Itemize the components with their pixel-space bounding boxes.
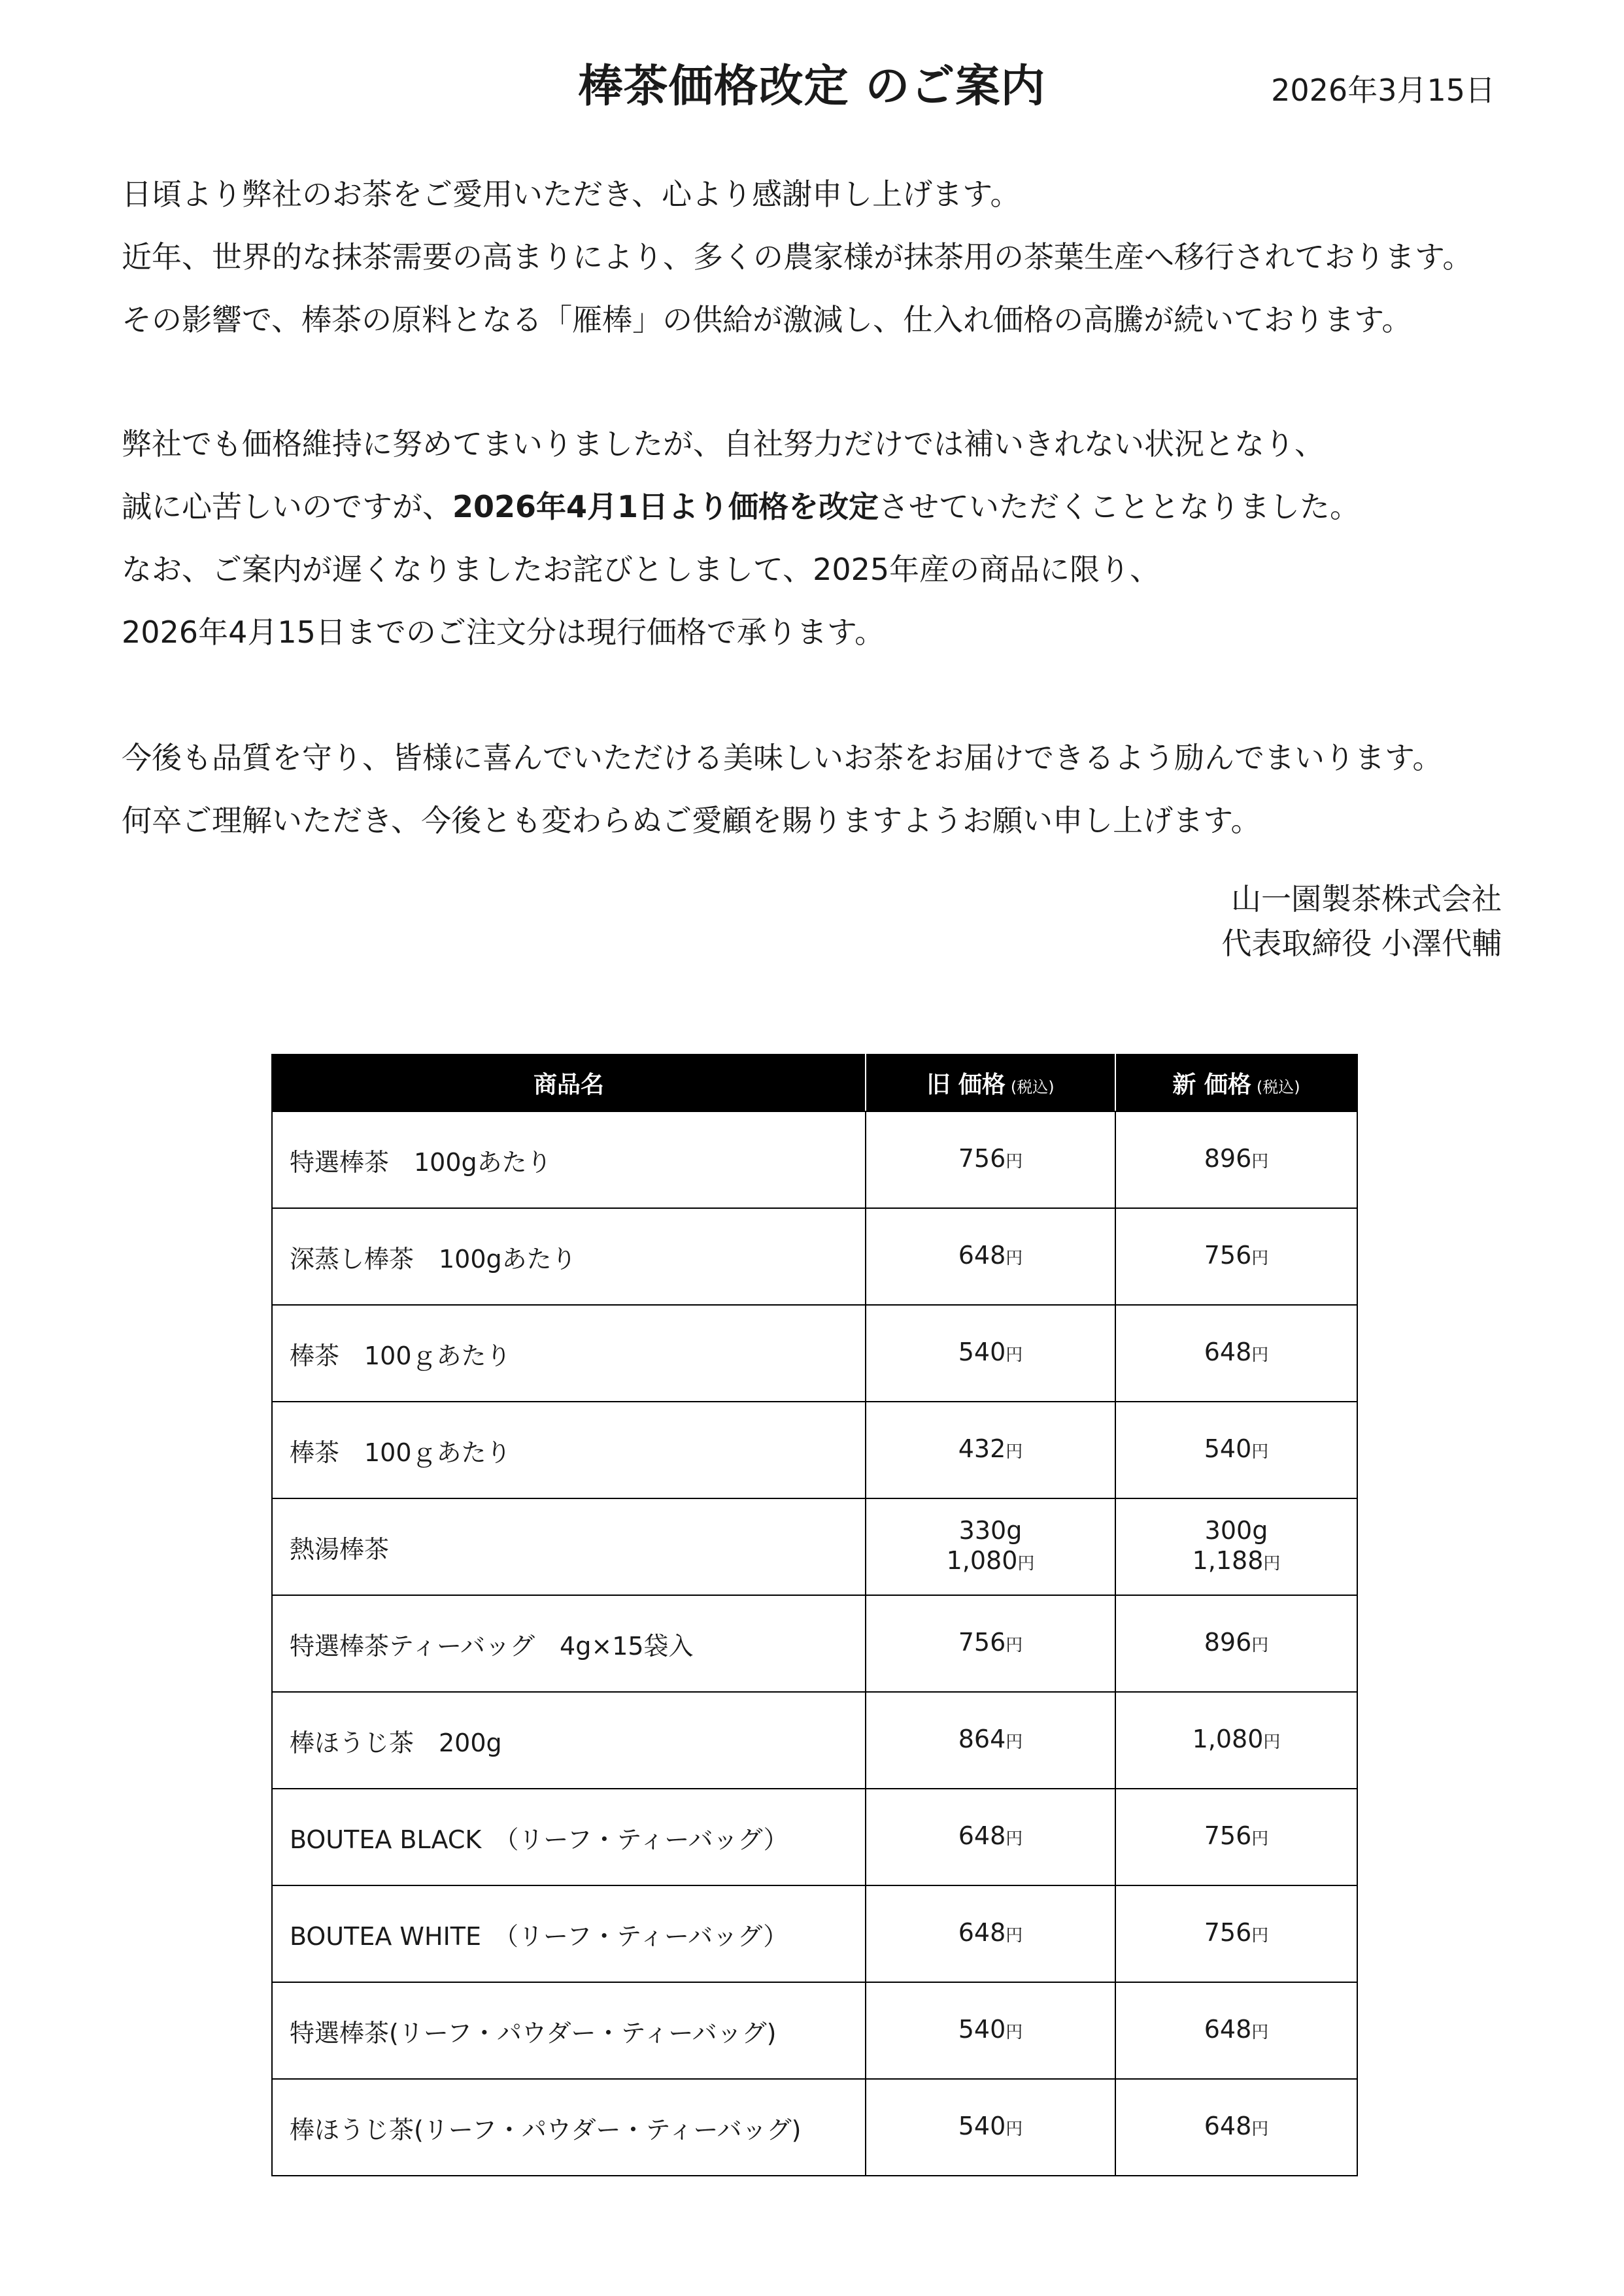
table-row [272, 1692, 1357, 1789]
yen-unit: 円 [1263, 1553, 1281, 1574]
new-price-cell [1115, 1305, 1357, 1402]
yen-unit: 円 [1017, 1553, 1035, 1574]
table-row [272, 1111, 1357, 1208]
new-price-value: 648 [1204, 2014, 1252, 2044]
new-price-value: 1,188 [1192, 1545, 1264, 1575]
table-row [272, 1208, 1357, 1305]
new-price-cell [1115, 1595, 1357, 1692]
new-price-cell [1115, 1111, 1357, 1208]
tax-included-note: (税込) [1010, 1078, 1055, 1096]
table-row [272, 1305, 1357, 1402]
new-price-cell [1115, 1982, 1357, 2079]
yen-unit: 円 [1006, 2119, 1023, 2139]
yen-unit: 円 [1251, 1925, 1269, 1946]
new-price-cell [1115, 1885, 1357, 1982]
product-name-cell: 棒茶 100ｇあたり [272, 1305, 866, 1402]
yen-unit: 円 [1251, 1345, 1269, 1365]
new-price-cell [1115, 1692, 1357, 1789]
yen-unit: 円 [1006, 1732, 1023, 1752]
table-row [272, 1982, 1357, 2079]
yen-unit: 円 [1006, 1925, 1023, 1946]
text-segment: 誠に心苦しいのですが、 [122, 489, 452, 524]
company-name: 山一園製茶株式会社 [1231, 881, 1502, 917]
paragraph-line: 今後も品質を守り、皆様に喜んでいただける美味しいお茶をお届けできるよう励んでまいります。 [122, 740, 1443, 775]
page-title: 棒茶価格改定 のご案内 [578, 61, 1046, 112]
old-price-cell [866, 2079, 1115, 2176]
new-price-cell [1115, 1498, 1357, 1595]
paragraph-line: 2026年4月15日までのご注文分は現行価格で承ります。 [122, 615, 885, 650]
product-name-cell: 棒茶 100ｇあたり [272, 1402, 866, 1498]
paragraph-line: 近年、世界的な抹茶需要の高まりにより、多くの農家様が抹茶用の茶葉生産へ移行されております。 [122, 239, 1473, 275]
price-table [271, 1054, 1358, 2176]
yen-unit: 円 [1006, 1442, 1023, 1462]
old-price-cell [866, 1402, 1115, 1498]
old-price-value: 864 [958, 1724, 1006, 1753]
new-price-cell [1115, 2079, 1357, 2176]
product-name-cell: 深蒸し棒茶 100gあたり [272, 1208, 866, 1305]
paragraph-line-with-highlight [122, 489, 1360, 524]
old-price-value: 648 [958, 1917, 1006, 1947]
old-price-cell [866, 1595, 1115, 1692]
new-price-cell [1115, 1208, 1357, 1305]
old-price-cell [866, 1111, 1115, 1208]
yen-unit: 円 [1006, 1829, 1023, 1849]
old-price-value: 648 [958, 1240, 1006, 1270]
paragraph-line: 弊社でも価格維持に努めてまいりましたが、自社努力だけでは補いきれない状況となり、 [122, 426, 1325, 462]
table-row [272, 1885, 1357, 1982]
new-price-value: 648 [1204, 1337, 1252, 1366]
old-price-value: 648 [958, 1821, 1006, 1850]
yen-unit: 円 [1006, 1248, 1023, 1268]
new-price-value: 756 [1204, 1917, 1252, 1947]
notice-date: 2026年3月15日 [1271, 73, 1495, 108]
new-price-cell [1115, 1402, 1357, 1498]
old-price-cell [866, 1789, 1115, 1885]
old-price-value: 756 [958, 1143, 1006, 1173]
product-name-cell: 棒ほうじ茶(リーフ・パウダー・ティーバッグ) [272, 2079, 866, 2176]
new-price-value: 648 [1204, 2111, 1252, 2140]
product-name-cell: 棒ほうじ茶 200g [272, 1692, 866, 1789]
old-price-value: 1,080 [946, 1545, 1018, 1575]
old-price-value: 540 [958, 2111, 1006, 2140]
yen-unit: 円 [1251, 1442, 1269, 1462]
new-price-value: 896 [1204, 1627, 1252, 1657]
old-price-value: 756 [958, 1627, 1006, 1657]
product-name-cell: 特選棒茶 100gあたり [272, 1111, 866, 1208]
old-price-value: 540 [958, 2014, 1006, 2044]
old-price-value: 540 [958, 1337, 1006, 1366]
column-header-new-price [1115, 1055, 1357, 1111]
yen-unit: 円 [1251, 2119, 1269, 2139]
paragraph-line: その影響で、棒茶の原料となる「雁棒」の供給が激減し、仕入れ価格の高騰が続いております。 [122, 302, 1412, 337]
column-header-product-name: 商品名 [272, 1055, 866, 1111]
new-quantity: 300g [1204, 1515, 1268, 1545]
new-price-value: 756 [1204, 1821, 1252, 1850]
table-row [272, 1789, 1357, 1885]
paragraph-line: 日頃より弊社のお茶をご愛用いただき、心より感謝申し上げます。 [122, 177, 1021, 212]
product-name-cell: 特選棒茶(リーフ・パウダー・ティーバッグ) [272, 1982, 866, 2079]
old-price-value: 432 [958, 1434, 1006, 1463]
product-name-cell: BOUTEA WHITE （リーフ・ティーバッグ） [272, 1885, 866, 1982]
new-price-value: 896 [1204, 1143, 1252, 1173]
text-segment: させていただくこととなりました。 [879, 489, 1361, 524]
yen-unit: 円 [1251, 1248, 1269, 1268]
yen-unit: 円 [1006, 2022, 1023, 2042]
new-price-cell [1115, 1789, 1357, 1885]
price-revision-date-highlight: 2026年4月1日より価格を改定 [452, 489, 879, 524]
yen-unit: 円 [1251, 1635, 1269, 1655]
old-quantity: 330g [958, 1515, 1023, 1545]
product-name-cell: 熱湯棒茶 [272, 1498, 866, 1595]
table-header-row [272, 1055, 1357, 1111]
representative-name: 代表取締役 小澤代輔 [1221, 926, 1502, 961]
yen-unit: 円 [1251, 1151, 1269, 1172]
yen-unit: 円 [1006, 1151, 1023, 1172]
product-name-cell: 特選棒茶ティーバッグ 4g×15袋入 [272, 1595, 866, 1692]
yen-unit: 円 [1263, 1732, 1281, 1752]
paragraph-line: なお、ご案内が遅くなりましたお詫びとしまして、2025年産の商品に限り、 [122, 552, 1160, 587]
new-price-value: 540 [1204, 1434, 1252, 1463]
yen-unit: 円 [1251, 1829, 1269, 1849]
table-row [272, 1402, 1357, 1498]
yen-unit: 円 [1251, 2022, 1269, 2042]
new-price-label: 新 価格 [1172, 1072, 1251, 1098]
old-price-cell [866, 1885, 1115, 1982]
old-price-label: 旧 価格 [926, 1072, 1006, 1098]
table-row [272, 2079, 1357, 2176]
product-name-cell: BOUTEA BLACK （リーフ・ティーバッグ） [272, 1789, 866, 1885]
table-row [272, 1595, 1357, 1692]
table-row [272, 1498, 1357, 1595]
yen-unit: 円 [1006, 1635, 1023, 1655]
paragraph-line: 何卒ご理解いただき、今後とも変わらぬご愛顧を賜りますようお願い申し上げます。 [122, 803, 1261, 838]
yen-unit: 円 [1006, 1345, 1023, 1365]
old-price-cell [866, 1692, 1115, 1789]
old-price-cell [866, 1982, 1115, 2079]
old-price-cell [866, 1498, 1115, 1595]
tax-included-note: (税込) [1256, 1078, 1300, 1096]
old-price-cell [866, 1305, 1115, 1402]
new-price-value: 1,080 [1192, 1724, 1264, 1753]
new-price-value: 756 [1204, 1240, 1252, 1270]
column-header-old-price [866, 1055, 1115, 1111]
old-price-cell [866, 1208, 1115, 1305]
